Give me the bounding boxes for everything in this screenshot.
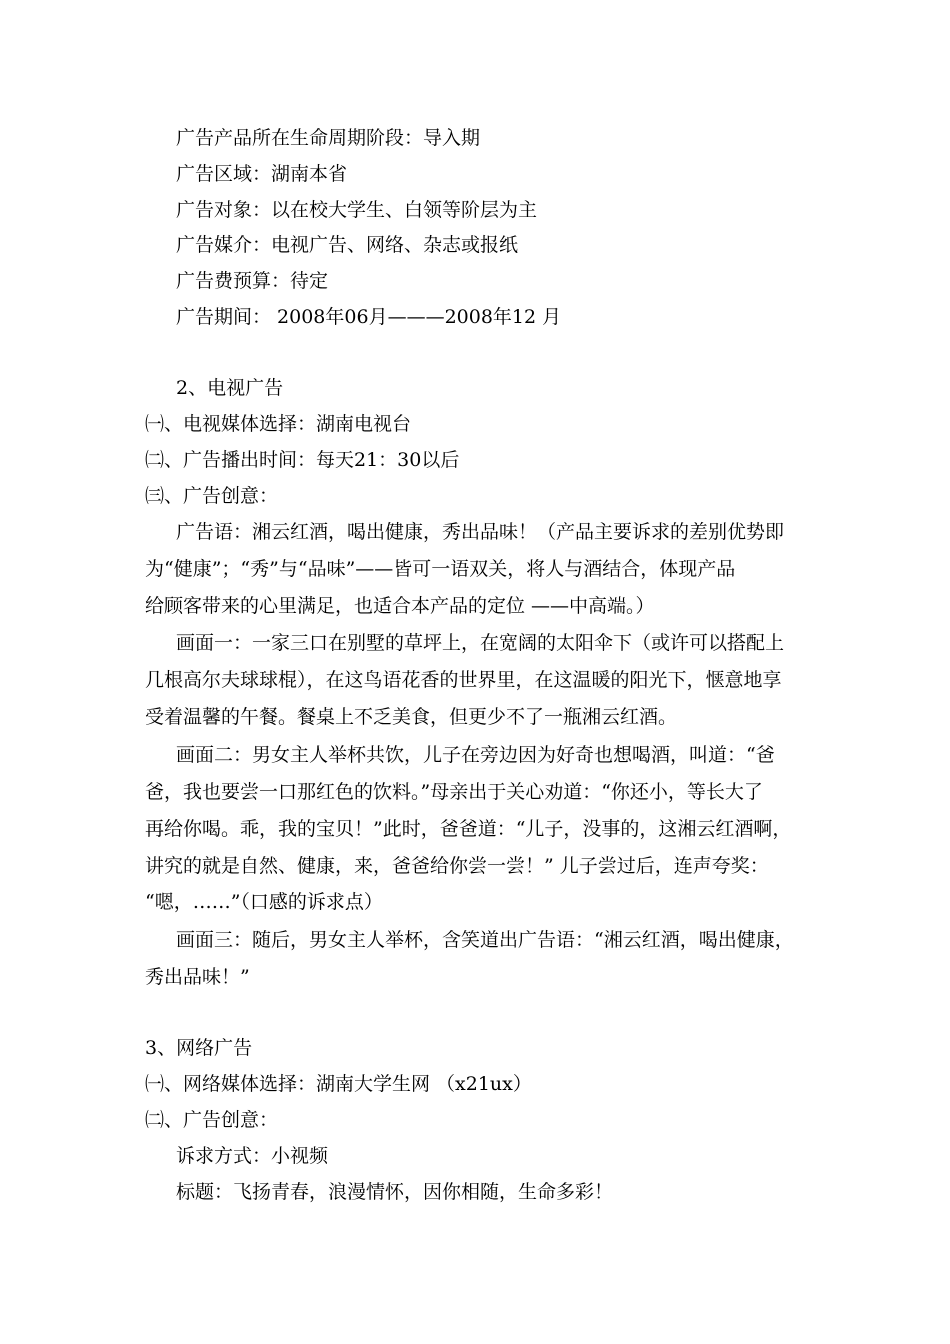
scene3-line: 画面三：随后，男女主人举杯，含笑道出广告语：“湘云红酒，喝出健康， — [176, 929, 794, 951]
tv-media-choice: ㈠、电视媒体选择：湖南电视台 — [145, 413, 412, 435]
budget-line: 广告费预算：待定 — [176, 270, 329, 292]
media-line: 广告媒介：电视广告、网络、杂志或报纸 — [176, 234, 519, 256]
stage-line: 广告产品所在生命周期阶段：导入期 — [176, 127, 481, 149]
tv-heading: 2、电视广告 — [176, 377, 284, 399]
slogan-line: 为“健康”；“秀”与“品味”——皆可一语双关，将人与酒结合，体现产品 — [145, 558, 736, 580]
web-title: 标题：飞扬青春，浪漫情怀，因你相随，生命多彩！ — [176, 1181, 614, 1203]
scene2-line: 再给你喝。乖，我的宝贝！”此时，爸爸道：“儿子，没事的，这湘云红酒啊， — [145, 818, 792, 840]
scene2-line: 爸，我也要尝一口那红色的饮料。”母亲出于关心劝道：“你还小，等长大了 — [145, 781, 763, 803]
web-media-choice: ㈠、网络媒体选择：湖南大学生网 （x21ux） — [145, 1073, 532, 1095]
web-heading: 3、网络广告 — [145, 1037, 253, 1059]
web-method: 诉求方式：小视频 — [176, 1145, 329, 1167]
scene1-line: 受着温馨的午餐。餐桌上不乏美食，但更少不了一瓶湘云红酒。 — [145, 706, 678, 728]
scene3-line: 秀出品味！” — [145, 966, 250, 988]
web-creative-heading: ㈡、广告创意： — [145, 1109, 279, 1131]
slogan-line: 广告语：湘云红酒，喝出健康，秀出品味！（产品主要诉求的差别优势即 — [176, 521, 785, 543]
audience-line: 广告对象：以在校大学生、白领等阶层为主 — [176, 199, 538, 221]
scene1-line: 画面一：一家三口在别墅的草坪上，在宽阔的太阳伞下（或许可以搭配上 — [176, 632, 785, 654]
tv-creative-heading: ㈢、广告创意： — [145, 485, 279, 507]
scene2-line: 画面二：男女主人举杯共饮，儿子在旁边因为好奇也想喝酒，叫道：“爸 — [176, 744, 775, 766]
period-line: 广告期间： 2008年06月———2008年12 月 — [176, 306, 562, 328]
slogan-line: 给顾客带来的心里满足，也适合本产品的定位 ——中高端。） — [145, 595, 655, 617]
scene2-line: “嗯，……”（口感的诉求点） — [145, 891, 383, 913]
region-line: 广告区域：湖南本省 — [176, 163, 348, 185]
scene2-line: 讲究的就是自然、健康，来，爸爸给你尝一尝！” 儿子尝过后，连声夸奖： — [145, 855, 769, 877]
scene1-line: 几根高尔夫球球棍），在这鸟语花香的世界里，在这温暖的阳光下，惬意地享 — [145, 669, 782, 691]
tv-airtime: ㈡、广告播出时间：每天21：30以后 — [145, 449, 460, 471]
